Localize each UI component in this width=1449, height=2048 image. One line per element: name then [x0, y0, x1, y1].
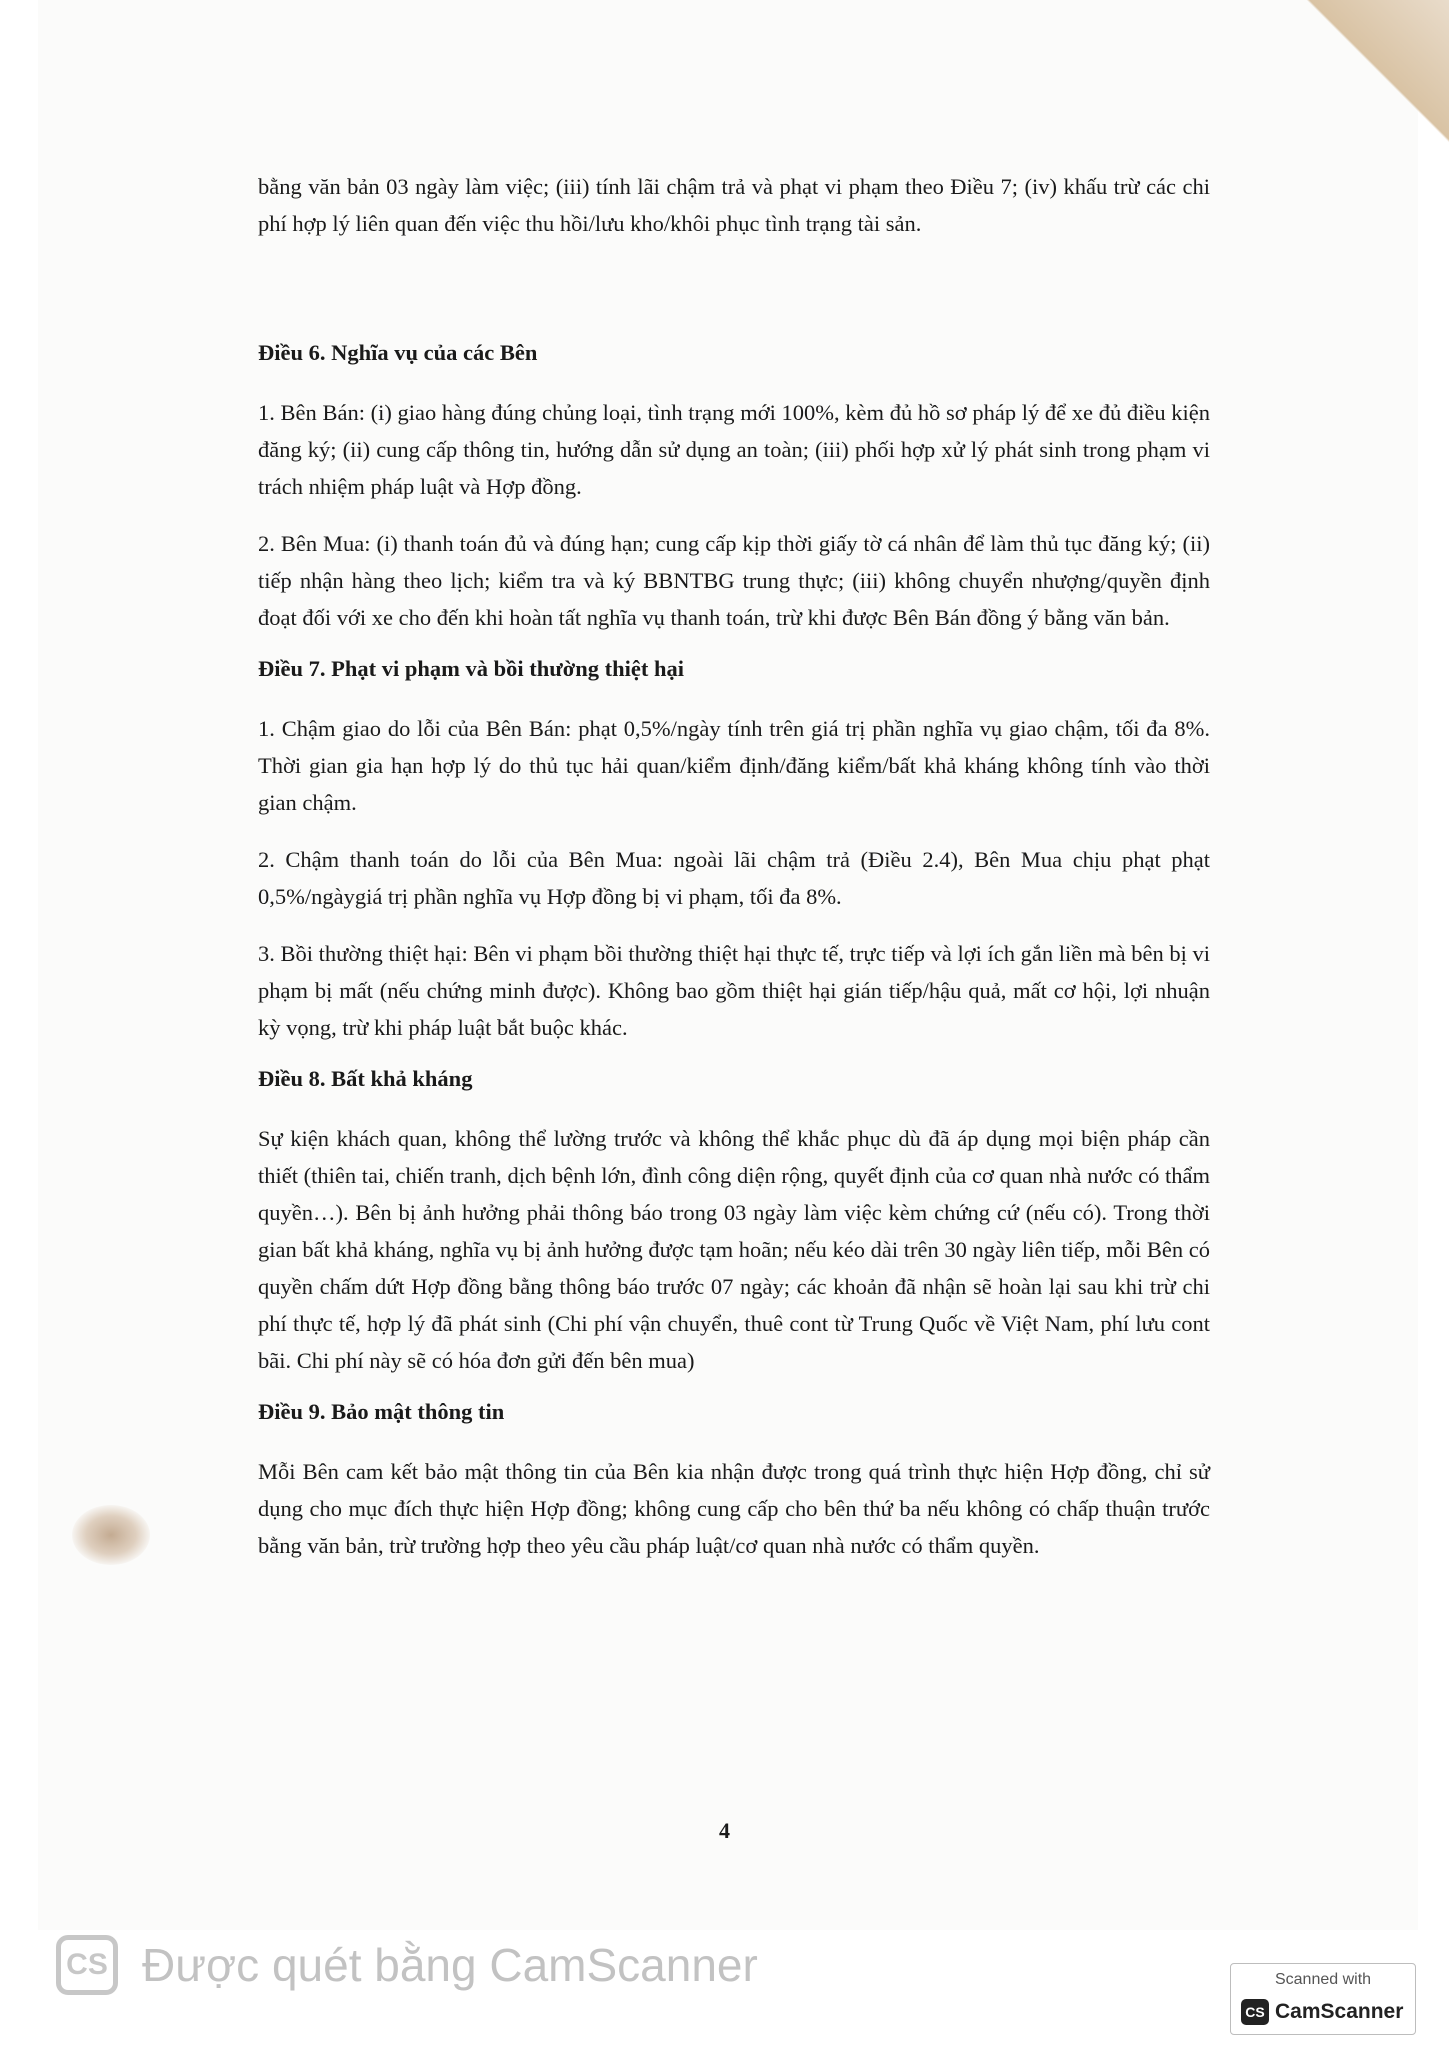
camscanner-watermark: [56, 1935, 758, 1995]
article-9-paragraph: Mỗi Bên cam kết bảo mật thông tin của Bên kia nhận được trong quá trình thực hiện Hợp đồng, chỉ sử dụng cho mục đích thực hiện Hợp đồng; không cung cấp cho bên thứ ba nếu không có chấp thuận trước bằng văn bản, trừ trường hợp theo yêu cầu pháp luật/cơ quan nhà nước có thẩm quyền.: [258, 1459, 1210, 1558]
article-7-clause-1: 1. Chậm giao do lỗi của Bên Bán: phạt 0,5%/ngày tính trên giá trị phần nghĩa vụ giao chậm, tối đa 8%. Thời gian gia hạn hợp lý do thủ tục hải quan/kiểm định/đăng kiểm/bất khả kháng không tính vào thời gian chậm.: [258, 716, 1210, 815]
camscanner-logo-icon: CS: [56, 1935, 118, 1995]
article-9-heading: Điều 9. Bảo mật thông tin: [258, 1399, 505, 1424]
folded-corner: [1299, 0, 1449, 160]
article-7-clause-3: 3. Bồi thường thiệt hại: Bên vi phạm bồi thường thiệt hại thực tế, trực tiếp và lợi ích gắn liền mà bên bị vi phạm bị mất (nếu chứng minh được). Không bao gồm thiệt hại gián tiếp/hậu quả, mất cơ hội, lợi nhuận kỳ vọng, trừ khi pháp luật bắt buộc khác.: [258, 941, 1210, 1040]
badge-caption: Scanned with: [1274, 1971, 1372, 1988]
page-number: 4: [719, 1818, 730, 1843]
camscanner-watermark-text: Được quét bằng CamScanner: [142, 1939, 758, 1991]
article-7-clause-2: 2. Chậm thanh toán do lỗi của Bên Mua: ngoài lãi chậm trả (Điều 2.4), Bên Mua chịu phạt phạt 0,5%/ngàygiá trị phần nghĩa vụ Hợp đồng bị vi phạm, tối đa 8%.: [258, 847, 1210, 909]
badge-brand-name: CamScanner: [1275, 2000, 1404, 2023]
camscanner-badge: [1230, 1963, 1416, 2035]
article-6-clause-2: 2. Bên Mua: (i) thanh toán đủ và đúng hạn; cung cấp kịp thời giấy tờ cá nhân để làm thủ tục đăng ký; (ii) tiếp nhận hàng theo lịch; kiểm tra và ký BBNTBG trung thực; (iii) không chuyển nhượng/quyền định đoạt đối với xe cho đến khi hoàn tất nghĩa vụ thanh toán, trừ khi được Bên Bán đồng ý bằng văn bản.: [258, 531, 1210, 630]
paper-stain: [72, 1505, 150, 1565]
article-6-heading: Điều 6. Nghĩa vụ của các Bên: [258, 340, 538, 365]
document-body: [258, 168, 1210, 1584]
intro-paragraph: bằng văn bản 03 ngày làm việc; (iii) tính lãi chậm trả và phạt vi phạm theo Điều 7; (iv) khấu trừ các chi phí hợp lý liên quan đến việc thu hồi/lưu kho/khôi phục tình trạng tài sản.: [258, 174, 1210, 236]
badge-brand: [1241, 1999, 1403, 2025]
article-8-paragraph: Sự kiện khách quan, không thể lường trước và không thể khắc phục dù đã áp dụng mọi biện pháp cần thiết (thiên tai, chiến tranh, dịch bệnh lớn, đình công diện rộng, quyết định của cơ quan nhà nước có thẩm quyền…). Bên bị ảnh hưởng phải thông báo trong 03 ngày làm việc kèm chứng cứ (nếu có). Trong thời gian bất khả kháng, nghĩa vụ bị ảnh hưởng được tạm hoãn; nếu kéo dài trên 30 ngày liên tiếp, mỗi Bên có quyền chấm dứt Hợp đồng bằng thông báo trước 07 ngày; các khoản đã nhận sẽ hoàn lại sau khi trừ chi phí thực tế, hợp lý đã phát sinh (Chi phí vận chuyển, thuê cont từ Trung Quốc về Việt Nam, phí lưu cont bãi. Chi phí này sẽ có hóa đơn gửi đến bên mua): [258, 1126, 1210, 1373]
article-8-heading: Điều 8. Bất khả kháng: [258, 1066, 473, 1091]
article-7-heading: Điều 7. Phạt vi phạm và bồi thường thiệt hại: [258, 656, 685, 681]
camscanner-badge-icon: CS: [1241, 1999, 1269, 2025]
article-6-clause-1: 1. Bên Bán: (i) giao hàng đúng chủng loại, tình trạng mới 100%, kèm đủ hồ sơ pháp lý để xe đủ điều kiện đăng ký; (ii) cung cấp thông tin, hướng dẫn sử dụng an toàn; (iii) phối hợp xử lý phát sinh trong phạm vi trách nhiệm pháp luật và Hợp đồng.: [258, 400, 1210, 499]
